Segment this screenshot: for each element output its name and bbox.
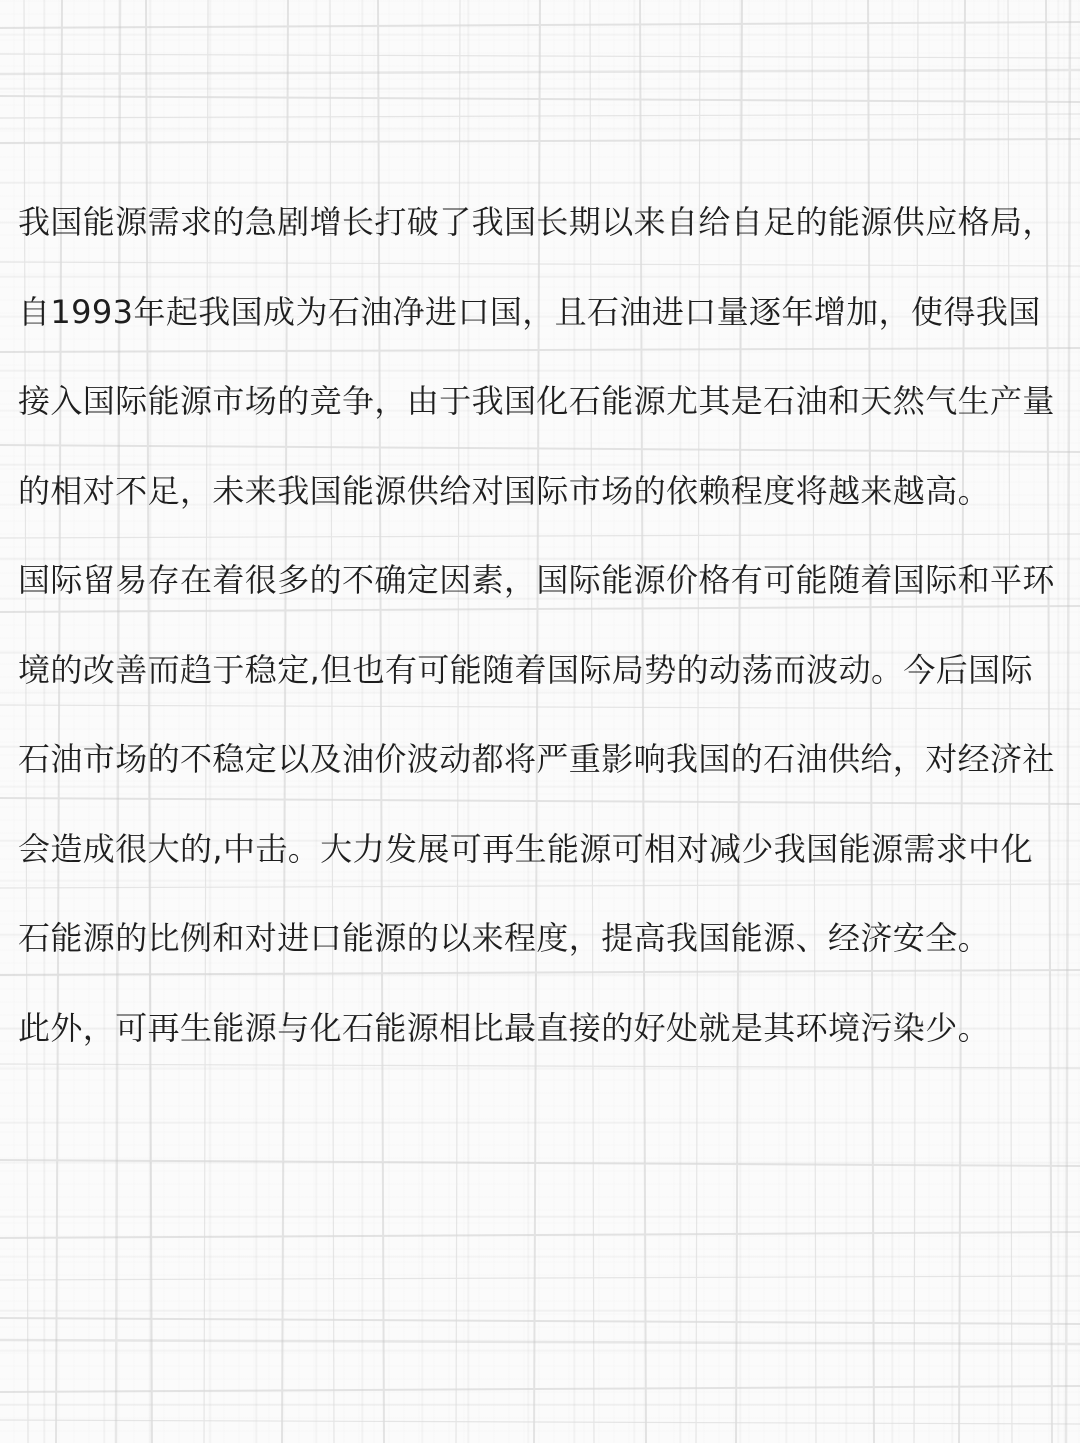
paragraph-energy-demand: 我国能源需求的急剧增长打破了我国长期以来自给自足的能源供应格局，自1993年起我国成为石油净进口国，且石油进口量逐年增加，使得我国接入国际能源市场的竞争，由于我国化石能源尤其是石油和天然气生产量的相对不足，未来我国能源供给对国际市场的依赖程度将越来越高。 <box>18 203 1055 510</box>
paragraph-environment: 此外，可再生能源与化石能源相比最直接的好处就是其环境污染少。 <box>18 1008 991 1047</box>
article-body <box>18 178 1064 1073</box>
paragraph-international-trade: 国际留易存在着很多的不确定因素，国际能源价格有可能随着国际和平环境的改善而趋于稳定,但也有可能随着国际局势的动荡而波动。今后国际石油市场的不稳定以及油价波动都将严重影响我国的石油供给，对经济社会造成很大的,中击。大力发展可再生能源可相对减少我国能源需求中化石能源的比例和对进口能源的以来程度，提高我国能源、经济安全。 <box>18 561 1055 957</box>
